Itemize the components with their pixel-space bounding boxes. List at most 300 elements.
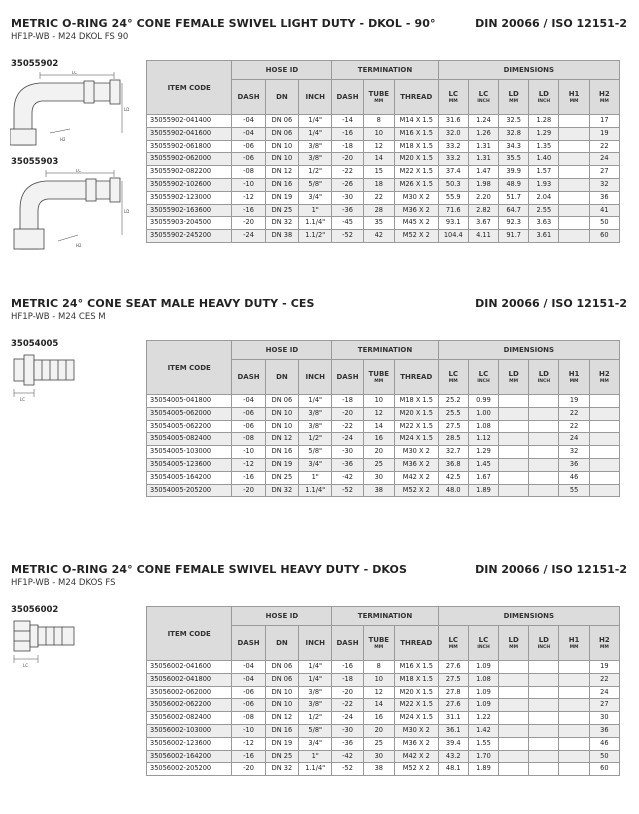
table-cell bbox=[499, 484, 529, 497]
table-cell bbox=[559, 712, 589, 725]
elbow-fitting-drawing bbox=[10, 169, 135, 254]
table-row bbox=[147, 433, 620, 446]
table-cell: 1.70 bbox=[468, 750, 498, 763]
table-cell: 1.09 bbox=[468, 699, 498, 712]
table-cell bbox=[559, 686, 589, 699]
table-cell: 41 bbox=[589, 204, 619, 217]
table-cell bbox=[529, 484, 559, 497]
table-cell: 1.26 bbox=[468, 127, 498, 140]
table-cell: -20 bbox=[232, 763, 265, 776]
table-cell: -08 bbox=[232, 433, 265, 446]
table-cell: -10 bbox=[232, 446, 265, 459]
table-cell: 3.63 bbox=[529, 217, 559, 230]
table-cell: 3/8" bbox=[299, 407, 332, 420]
table-cell: 27.6 bbox=[438, 661, 468, 674]
header-termination: TERMINATION bbox=[332, 61, 438, 80]
header-lc-mm: LC MM bbox=[438, 360, 468, 395]
table-cell bbox=[529, 407, 559, 420]
table-cell: 25.2 bbox=[438, 395, 468, 408]
table-row bbox=[147, 724, 620, 737]
table-cell: M36 X 2 bbox=[394, 204, 438, 217]
item-code-cell: 35056002-103000 bbox=[147, 724, 232, 737]
table-cell: 8 bbox=[363, 115, 394, 128]
table-cell: 18 bbox=[363, 178, 394, 191]
table-cell: 1/2" bbox=[299, 712, 332, 725]
table-cell: 20 bbox=[363, 724, 394, 737]
table-cell: 1.47 bbox=[468, 166, 498, 179]
table-cell: 1.89 bbox=[468, 484, 498, 497]
table-cell: 64.7 bbox=[499, 204, 529, 217]
table-cell: 48.0 bbox=[438, 484, 468, 497]
table-cell: 12 bbox=[363, 140, 394, 153]
table-cell: 25 bbox=[363, 458, 394, 471]
table-cell: -12 bbox=[232, 737, 265, 750]
header-ld-inch: LD INCH bbox=[529, 360, 559, 395]
table-cell: M20 X 1.5 bbox=[394, 153, 438, 166]
table-cell: 1.28 bbox=[529, 115, 559, 128]
table-cell: 10 bbox=[363, 673, 394, 686]
table-cell bbox=[529, 750, 559, 763]
table-cell bbox=[499, 661, 529, 674]
table-cell: 1/2" bbox=[299, 166, 332, 179]
table-row bbox=[147, 407, 620, 420]
table-cell: 27.5 bbox=[438, 673, 468, 686]
table-cell bbox=[499, 433, 529, 446]
table-cell: M18 X 1.5 bbox=[394, 673, 438, 686]
table-cell: 19 bbox=[589, 127, 619, 140]
table-cell: 36.8 bbox=[438, 458, 468, 471]
table-cell bbox=[589, 446, 619, 459]
table-cell: 35.5 bbox=[499, 153, 529, 166]
table-cell: DN 06 bbox=[265, 673, 298, 686]
table-cell: 25 bbox=[363, 737, 394, 750]
table-row bbox=[147, 446, 620, 459]
table-cell: 1.98 bbox=[468, 178, 498, 191]
table-row bbox=[147, 750, 620, 763]
table-cell bbox=[529, 737, 559, 750]
table-cell: 55.9 bbox=[438, 191, 468, 204]
table-cell: M18 X 1.5 bbox=[394, 395, 438, 408]
table-cell: 14 bbox=[363, 699, 394, 712]
table-cell bbox=[529, 763, 559, 776]
header-h1: H1 MM bbox=[559, 80, 589, 115]
header-thread: THREAD bbox=[394, 360, 438, 395]
table-cell: 3/4" bbox=[299, 458, 332, 471]
table-cell: -24 bbox=[332, 712, 363, 725]
header-dimensions: DIMENSIONS bbox=[438, 607, 619, 626]
header-lc-mm: LC MM bbox=[438, 80, 468, 115]
header-thread: THREAD bbox=[394, 80, 438, 115]
table-cell: 1" bbox=[299, 750, 332, 763]
table-cell: 30 bbox=[589, 712, 619, 725]
table-cell: -36 bbox=[332, 204, 363, 217]
header-inch: INCH bbox=[299, 626, 332, 661]
table-cell bbox=[559, 661, 589, 674]
table-cell bbox=[529, 673, 559, 686]
table-cell bbox=[559, 230, 589, 243]
table-cell: DN 38 bbox=[265, 230, 298, 243]
table-cell: M30 X 2 bbox=[394, 724, 438, 737]
table-cell bbox=[529, 446, 559, 459]
table-row bbox=[147, 153, 620, 166]
section-subtitle: HF1P-WB - M24 CES M bbox=[11, 312, 106, 322]
table-cell: -16 bbox=[232, 204, 265, 217]
table-cell: 42.5 bbox=[438, 471, 468, 484]
table-cell: -20 bbox=[332, 153, 363, 166]
table-cell: -14 bbox=[332, 115, 363, 128]
table-cell: 55 bbox=[559, 484, 589, 497]
table-cell bbox=[559, 724, 589, 737]
header-h1: H1 MM bbox=[559, 360, 589, 395]
table-cell: DN 10 bbox=[265, 153, 298, 166]
table-cell bbox=[589, 395, 619, 408]
item-code-cell: 35056002-041800 bbox=[147, 673, 232, 686]
table-cell: DN 06 bbox=[265, 395, 298, 408]
header-tube: TUBE MM bbox=[363, 626, 394, 661]
table-cell: 39.9 bbox=[499, 166, 529, 179]
table-cell bbox=[499, 420, 529, 433]
drawing-label-lc: LC bbox=[72, 71, 78, 75]
table-cell: M36 X 2 bbox=[394, 458, 438, 471]
table-cell: -16 bbox=[232, 750, 265, 763]
table-cell: -52 bbox=[332, 230, 363, 243]
table-row bbox=[147, 217, 620, 230]
spec-table bbox=[146, 606, 620, 776]
table-cell bbox=[499, 712, 529, 725]
table-cell bbox=[499, 407, 529, 420]
table-cell: 22 bbox=[363, 191, 394, 204]
table-cell: DN 19 bbox=[265, 458, 298, 471]
header-inch: INCH bbox=[299, 80, 332, 115]
table-cell: 14 bbox=[363, 420, 394, 433]
table-cell bbox=[589, 471, 619, 484]
drawing-label-ld: LD bbox=[124, 209, 130, 214]
table-cell: 0.99 bbox=[468, 395, 498, 408]
header-item-code: ITEM CODE bbox=[147, 61, 232, 115]
table-cell: -06 bbox=[232, 407, 265, 420]
table-cell: DN 25 bbox=[265, 471, 298, 484]
table-cell: -20 bbox=[332, 407, 363, 420]
table-cell: 17 bbox=[589, 115, 619, 128]
header-termination: TERMINATION bbox=[332, 607, 438, 626]
table-cell: 22 bbox=[589, 140, 619, 153]
table-cell: M22 X 1.5 bbox=[394, 166, 438, 179]
table-cell: 2.04 bbox=[529, 191, 559, 204]
table-cell: DN 16 bbox=[265, 724, 298, 737]
table-cell: 48.1 bbox=[438, 763, 468, 776]
table-cell: DN 06 bbox=[265, 661, 298, 674]
table-cell: 1.09 bbox=[468, 661, 498, 674]
drawing-label-lc: LC bbox=[76, 169, 82, 173]
table-cell: DN 12 bbox=[265, 433, 298, 446]
table-cell: 32.0 bbox=[438, 127, 468, 140]
table-cell: 32.8 bbox=[499, 127, 529, 140]
table-cell: -22 bbox=[332, 166, 363, 179]
table-cell: 92.3 bbox=[499, 217, 529, 230]
table-cell: M22 X 1.5 bbox=[394, 699, 438, 712]
header-lc-inch: LC INCH bbox=[468, 80, 498, 115]
table-cell: 25.5 bbox=[438, 407, 468, 420]
table-cell: DN 10 bbox=[265, 699, 298, 712]
table-cell: 3/8" bbox=[299, 140, 332, 153]
table-row bbox=[147, 712, 620, 725]
table-cell: 1.1/4" bbox=[299, 217, 332, 230]
table-cell: 1.42 bbox=[468, 724, 498, 737]
item-code-cell: 35054005-082400 bbox=[147, 433, 232, 446]
table-cell: -42 bbox=[332, 750, 363, 763]
table-cell: 31.1 bbox=[438, 712, 468, 725]
table-cell: 3/4" bbox=[299, 191, 332, 204]
table-cell: 19 bbox=[559, 395, 589, 408]
table-cell: 27.8 bbox=[438, 686, 468, 699]
table-cell: -30 bbox=[332, 724, 363, 737]
table-cell: -22 bbox=[332, 699, 363, 712]
table-cell bbox=[529, 471, 559, 484]
item-code-cell: 35055902-102600 bbox=[147, 178, 232, 191]
table-cell: M20 X 1.5 bbox=[394, 407, 438, 420]
table-row bbox=[147, 204, 620, 217]
table-cell: -52 bbox=[332, 763, 363, 776]
table-cell bbox=[529, 712, 559, 725]
table-cell: 1.57 bbox=[529, 166, 559, 179]
section-title: METRIC O-RING 24° CONE FEMALE SWIVEL LIGHT DUTY - DKOL - 90° bbox=[11, 17, 436, 30]
table-cell: 1.40 bbox=[529, 153, 559, 166]
table-cell: 46 bbox=[589, 737, 619, 750]
table-cell bbox=[589, 484, 619, 497]
table-cell: 19 bbox=[589, 661, 619, 674]
table-cell: 1.1/2" bbox=[299, 230, 332, 243]
table-cell: DN 19 bbox=[265, 737, 298, 750]
table-cell: 1.45 bbox=[468, 458, 498, 471]
table-cell: 32 bbox=[559, 446, 589, 459]
table-cell: M36 X 2 bbox=[394, 737, 438, 750]
header-hose-id: HOSE ID bbox=[232, 607, 332, 626]
table-cell: 1.29 bbox=[529, 127, 559, 140]
table-cell: 2.20 bbox=[468, 191, 498, 204]
table-cell: 20 bbox=[363, 446, 394, 459]
table-cell: 51.7 bbox=[499, 191, 529, 204]
drawing-label-h2: H2 bbox=[60, 137, 66, 142]
part-label: 35056002 bbox=[11, 605, 59, 615]
table-cell: 46 bbox=[559, 471, 589, 484]
item-code-cell: 35054005-062200 bbox=[147, 420, 232, 433]
table-cell: 1.24 bbox=[468, 115, 498, 128]
table-cell: 30 bbox=[363, 750, 394, 763]
table-cell: M30 X 2 bbox=[394, 191, 438, 204]
table-body bbox=[147, 395, 620, 497]
table-cell: -04 bbox=[232, 661, 265, 674]
table-cell bbox=[559, 140, 589, 153]
table-cell bbox=[529, 458, 559, 471]
table-row bbox=[147, 458, 620, 471]
table-cell: 12 bbox=[363, 686, 394, 699]
table-cell bbox=[499, 458, 529, 471]
section-title: METRIC 24° CONE SEAT MALE HEAVY DUTY - CES bbox=[11, 297, 315, 310]
table-cell bbox=[589, 420, 619, 433]
table-cell: -08 bbox=[232, 166, 265, 179]
table-cell: -30 bbox=[332, 446, 363, 459]
table-cell: M52 X 2 bbox=[394, 230, 438, 243]
table-cell: M16 X 1.5 bbox=[394, 661, 438, 674]
table-cell: DN 12 bbox=[265, 166, 298, 179]
item-code-cell: 35055902-123000 bbox=[147, 191, 232, 204]
table-cell: -18 bbox=[332, 673, 363, 686]
item-code-cell: 35056002-123600 bbox=[147, 737, 232, 750]
table-cell: 31.6 bbox=[438, 115, 468, 128]
table-cell: -42 bbox=[332, 471, 363, 484]
item-code-cell: 35056002-062000 bbox=[147, 686, 232, 699]
drawing-label-lc: LC bbox=[23, 663, 29, 668]
section-standard: DIN 20066 / ISO 12151-2 bbox=[475, 297, 627, 310]
table-row bbox=[147, 115, 620, 128]
table-cell: 1.09 bbox=[468, 686, 498, 699]
header-h1: H1 MM bbox=[559, 626, 589, 661]
table-cell bbox=[559, 115, 589, 128]
table-cell: DN 10 bbox=[265, 407, 298, 420]
item-code-cell: 35056002-164200 bbox=[147, 750, 232, 763]
table-cell: M22 X 1.5 bbox=[394, 420, 438, 433]
table-cell: 1" bbox=[299, 471, 332, 484]
table-body bbox=[147, 115, 620, 243]
header-thread: THREAD bbox=[394, 626, 438, 661]
header-inch: INCH bbox=[299, 360, 332, 395]
item-code-cell: 35055902-163600 bbox=[147, 204, 232, 217]
item-code-cell: 35055902-062000 bbox=[147, 153, 232, 166]
table-cell bbox=[499, 673, 529, 686]
table-cell bbox=[559, 204, 589, 217]
table-cell: 4.11 bbox=[468, 230, 498, 243]
header-item-code: ITEM CODE bbox=[147, 607, 232, 661]
item-code-cell: 35055902-245200 bbox=[147, 230, 232, 243]
table-row bbox=[147, 661, 620, 674]
table-body bbox=[147, 661, 620, 776]
header-termination: TERMINATION bbox=[332, 341, 438, 360]
table-cell: 1.93 bbox=[529, 178, 559, 191]
table-cell bbox=[559, 191, 589, 204]
table-cell: M20 X 1.5 bbox=[394, 686, 438, 699]
item-code-cell: 35055903-204500 bbox=[147, 217, 232, 230]
table-cell: DN 32 bbox=[265, 484, 298, 497]
item-code-cell: 35055902-061800 bbox=[147, 140, 232, 153]
table-cell: DN 10 bbox=[265, 420, 298, 433]
header-dash: DASH bbox=[332, 80, 363, 115]
table-cell bbox=[559, 153, 589, 166]
header-lc-inch: LC INCH bbox=[468, 360, 498, 395]
table-cell: 38 bbox=[363, 763, 394, 776]
table-cell: 48.9 bbox=[499, 178, 529, 191]
table-cell: -26 bbox=[332, 178, 363, 191]
table-cell bbox=[529, 724, 559, 737]
table-cell: 60 bbox=[589, 230, 619, 243]
table-cell: DN 10 bbox=[265, 140, 298, 153]
table-cell: 1.22 bbox=[468, 712, 498, 725]
table-cell: 93.1 bbox=[438, 217, 468, 230]
table-cell: 12 bbox=[363, 407, 394, 420]
header-dash: DASH bbox=[232, 80, 265, 115]
table-cell: -24 bbox=[332, 433, 363, 446]
female-swivel-fitting-drawing bbox=[10, 615, 80, 671]
table-cell: 1/4" bbox=[299, 673, 332, 686]
item-code-cell: 35054005-041800 bbox=[147, 395, 232, 408]
part-label: 35055902 bbox=[11, 59, 59, 69]
table-cell: -20 bbox=[332, 686, 363, 699]
header-h2: H2 MM bbox=[589, 80, 619, 115]
table-cell: 35 bbox=[363, 217, 394, 230]
header-ld-mm: LD MM bbox=[499, 626, 529, 661]
table-cell: 32.5 bbox=[499, 115, 529, 128]
header-hose-id: HOSE ID bbox=[232, 341, 332, 360]
table-cell: -20 bbox=[232, 217, 265, 230]
table-cell: DN 32 bbox=[265, 763, 298, 776]
table-cell: -04 bbox=[232, 115, 265, 128]
table-row bbox=[147, 420, 620, 433]
table-cell: 71.6 bbox=[438, 204, 468, 217]
table-cell: M16 X 1.5 bbox=[394, 127, 438, 140]
header-lc-inch: LC INCH bbox=[468, 626, 498, 661]
item-code-cell: 35054005-062000 bbox=[147, 407, 232, 420]
table-cell bbox=[529, 686, 559, 699]
table-cell: 27 bbox=[589, 699, 619, 712]
table-cell: 1.31 bbox=[468, 153, 498, 166]
table-cell: -12 bbox=[232, 458, 265, 471]
table-cell: DN 06 bbox=[265, 127, 298, 140]
table-cell: -24 bbox=[232, 230, 265, 243]
table-cell bbox=[499, 699, 529, 712]
table-cell: 1.1/4" bbox=[299, 484, 332, 497]
item-code-cell: 35055902-082200 bbox=[147, 166, 232, 179]
item-code-cell: 35054005-103000 bbox=[147, 446, 232, 459]
table-cell: -18 bbox=[332, 395, 363, 408]
table-cell: -16 bbox=[232, 471, 265, 484]
item-code-cell: 35056002-082400 bbox=[147, 712, 232, 725]
section-subtitle: HF1P-WB - M24 DKOL FS 90 bbox=[11, 32, 129, 42]
header-dash: DASH bbox=[332, 360, 363, 395]
table-cell: 1/4" bbox=[299, 115, 332, 128]
table-cell: 16 bbox=[363, 433, 394, 446]
table-row bbox=[147, 395, 620, 408]
table-cell: DN 10 bbox=[265, 686, 298, 699]
table-cell: 1/2" bbox=[299, 433, 332, 446]
table-row bbox=[147, 471, 620, 484]
drawing-label-lc: LC bbox=[20, 397, 26, 402]
table-cell: M24 X 1.5 bbox=[394, 712, 438, 725]
table-cell bbox=[559, 763, 589, 776]
table-cell: -10 bbox=[232, 724, 265, 737]
table-cell: 3.67 bbox=[468, 217, 498, 230]
table-row bbox=[147, 686, 620, 699]
table-cell: 1/4" bbox=[299, 127, 332, 140]
table-cell: 37.4 bbox=[438, 166, 468, 179]
header-dash: DASH bbox=[232, 626, 265, 661]
table-cell bbox=[559, 178, 589, 191]
table-cell: 5/8" bbox=[299, 178, 332, 191]
table-cell: 36.1 bbox=[438, 724, 468, 737]
table-cell: -36 bbox=[332, 458, 363, 471]
header-ld-mm: LD MM bbox=[499, 360, 529, 395]
table-cell: -45 bbox=[332, 217, 363, 230]
table-cell bbox=[559, 699, 589, 712]
table-cell: 38 bbox=[363, 484, 394, 497]
table-cell bbox=[589, 407, 619, 420]
table-cell: 24 bbox=[559, 433, 589, 446]
table-cell: 36 bbox=[589, 191, 619, 204]
table-cell bbox=[559, 217, 589, 230]
table-row bbox=[147, 127, 620, 140]
item-code-cell: 35056002-062200 bbox=[147, 699, 232, 712]
header-tube: TUBE MM bbox=[363, 80, 394, 115]
table-cell: 3.61 bbox=[529, 230, 559, 243]
section-title: METRIC O-RING 24° CONE FEMALE SWIVEL HEAVY DUTY - DKOS bbox=[11, 563, 408, 576]
